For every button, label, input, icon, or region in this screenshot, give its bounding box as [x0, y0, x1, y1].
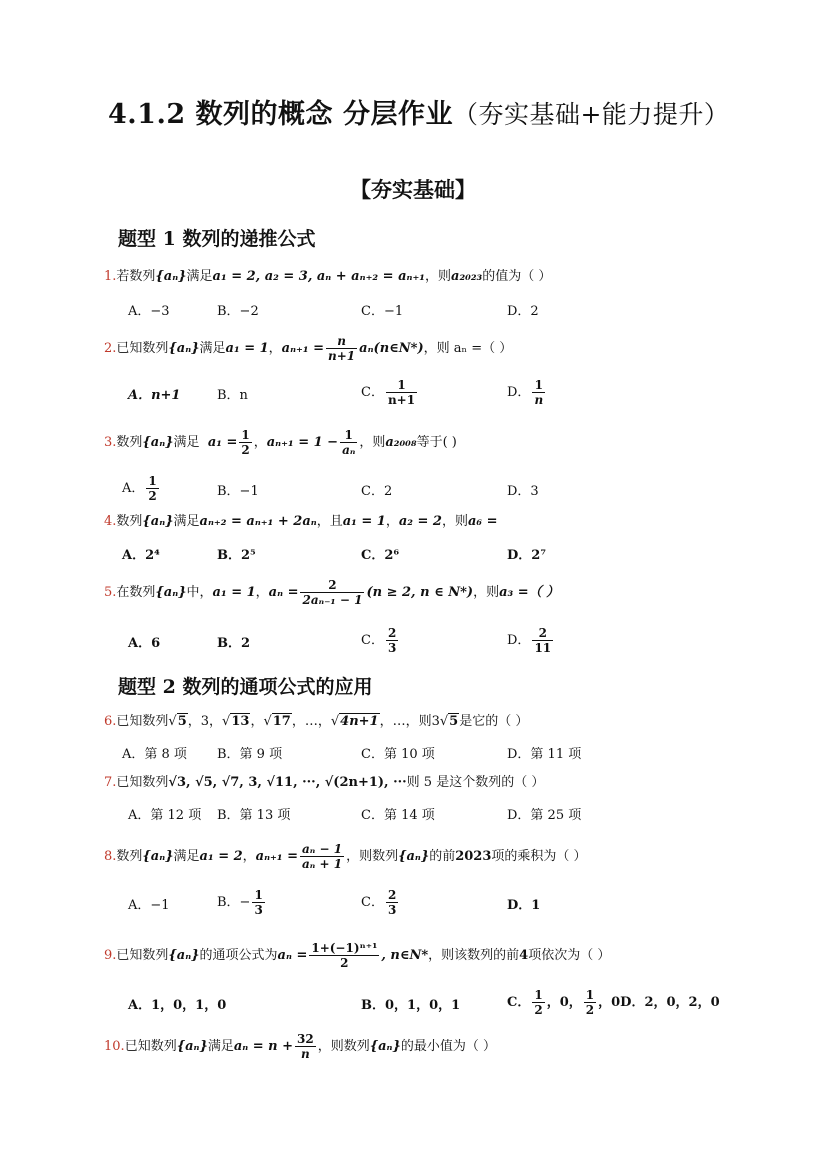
- question-1: [104, 267, 551, 287]
- text: 满足: [207, 1039, 234, 1054]
- option-b[interactable]: B．n: [217, 388, 248, 403]
- heading-type2: 题型 2 数列的通项公式的应用: [118, 676, 373, 698]
- math-term: a₂₀₀₈: [385, 435, 417, 450]
- fraction-denominator: aₙ: [342, 443, 356, 457]
- text: 的前: [429, 849, 456, 864]
- title-main: 4.1.2 数列的概念 分层作业: [108, 99, 453, 130]
- text: 已知数列: [116, 341, 169, 356]
- text: ，…，: [291, 714, 331, 729]
- options-q9: [0, 988, 826, 1018]
- fraction: [295, 1032, 316, 1061]
- fraction-numerator: aₙ − 1: [302, 842, 343, 856]
- fraction-denominator: 3: [387, 641, 397, 655]
- question-number: 4.: [104, 514, 117, 529]
- option-b[interactable]: B．−2: [217, 304, 259, 319]
- text: ，且: [316, 514, 343, 529]
- fraction-numerator: 1: [344, 428, 353, 442]
- sequence-symbol: {aₙ}: [168, 948, 200, 963]
- option-d[interactable]: D．第 25 项: [507, 808, 582, 823]
- option-d[interactable]: [507, 378, 547, 407]
- text: 数列: [116, 435, 143, 450]
- text: 数列: [116, 849, 143, 864]
- text: 若数列: [116, 269, 156, 284]
- option-c[interactable]: C．第 10 项: [361, 747, 435, 762]
- fraction-numerator: 2: [387, 626, 397, 640]
- math-equation: aₙ₊₁ = 1 −: [266, 435, 339, 450]
- fraction: [309, 941, 379, 970]
- option-a[interactable]: A．−3: [128, 304, 170, 319]
- fraction: [386, 626, 398, 655]
- fraction-denominator: 3: [387, 903, 397, 917]
- question-9: [104, 941, 610, 970]
- math-term: a₆ =: [468, 514, 498, 529]
- math-equation: aₙ₊₁ =: [255, 849, 299, 864]
- math-equation: a₁ =: [207, 435, 238, 450]
- option-d[interactable]: D．2: [507, 304, 539, 319]
- option-b[interactable]: B．2: [217, 636, 251, 651]
- title-subtitle: （夯实基础+能力提升）: [452, 100, 730, 129]
- option-a[interactable]: A．第 12 项: [128, 808, 202, 823]
- option-b[interactable]: B．−1: [217, 484, 259, 499]
- text: 已知数列: [116, 714, 169, 729]
- fraction-numerator: 1: [585, 988, 595, 1002]
- option-a[interactable]: A．2⁴: [122, 548, 160, 563]
- sequence-symbol: {aₙ}: [155, 585, 187, 600]
- math-equation: aₙ = n +: [233, 1039, 294, 1054]
- fraction-numerator: 1: [148, 474, 157, 488]
- sequence-symbol: {aₙ}: [369, 1039, 401, 1054]
- page-title: [108, 92, 729, 131]
- fraction: [386, 888, 398, 917]
- options-q2: [0, 378, 826, 408]
- option-a[interactable]: [122, 474, 161, 503]
- fraction: [146, 474, 158, 503]
- fraction-denominator: 2: [585, 1003, 595, 1017]
- text: 的最小值为（ ）: [400, 1039, 496, 1054]
- fraction-numerator: 1: [534, 988, 543, 1002]
- option-label: C．: [361, 895, 384, 910]
- question-2: 2.已知数列{aₙ}满足a₁ = 1，aₙ₊₁ = $\frac{n}{n+1}$ aₙ(n∈N*)，则 aₙ =（ ）: [104, 334, 513, 363]
- radicand: 13: [231, 714, 250, 729]
- text: 已知数列: [116, 948, 169, 963]
- sequence-symbol: {aₙ}: [155, 269, 187, 284]
- fraction-denominator: 3: [254, 903, 263, 917]
- fraction: [532, 378, 545, 407]
- math-term: a₃ =（ ）: [499, 585, 560, 600]
- question-7: [104, 773, 544, 793]
- text: 满足: [173, 849, 200, 864]
- fraction-numerator: n: [337, 334, 346, 348]
- fraction-numerator: 1: [241, 428, 250, 442]
- option-b[interactable]: B．第 13 项: [217, 808, 291, 823]
- sequence-symbol: {aₙ}: [398, 849, 430, 864]
- question-number: 1.: [104, 269, 117, 284]
- fraction-numerator: 1: [254, 888, 263, 902]
- question-8: 8.数列{aₙ}满足a₁ = 2，aₙ₊₁ = $\frac{\text{aₙ − 1}}{\text{aₙ + 1}}$ ，则数列{aₙ}的前2023项的乘积为（ ）: [104, 842, 587, 871]
- fraction-numerator: 2: [328, 578, 337, 592]
- options-q5: [0, 626, 826, 656]
- option-d[interactable]: D．2⁷: [507, 548, 547, 563]
- fraction: [386, 378, 417, 407]
- math-equation: a₁ = 1: [225, 341, 269, 356]
- option-c[interactable]: [507, 988, 720, 1017]
- fraction: [300, 578, 364, 607]
- option-label: B．−: [217, 895, 251, 910]
- fraction-denominator: 2aₙ₋₁ − 1: [302, 593, 363, 607]
- text: 中，: [186, 585, 213, 600]
- math-condition: , n∈N*: [381, 948, 429, 963]
- option-b[interactable]: B．第 9 项: [217, 747, 283, 762]
- text: ，0，: [546, 995, 582, 1010]
- sequence-symbol: {aₙ}: [142, 849, 174, 864]
- option-a[interactable]: A．n+1: [128, 388, 181, 403]
- options-q7: [0, 804, 826, 834]
- text: ，则: [441, 514, 468, 529]
- fraction: [300, 842, 344, 871]
- text: 项依次为（ ）: [528, 948, 611, 963]
- question-number: 9.: [104, 948, 117, 963]
- fraction-denominator: 2: [241, 443, 250, 457]
- options-q1: [0, 300, 826, 330]
- math-equation: a₁ = 1: [212, 585, 256, 600]
- math-term: 2023: [455, 849, 492, 864]
- sequence-symbol: {aₙ}: [142, 514, 174, 529]
- question-10: [104, 1032, 496, 1061]
- sequence-symbol: {aₙ}: [176, 1039, 208, 1054]
- fraction-denominator: n: [534, 393, 544, 407]
- question-3: 3.数列{aₙ}满足 a₁ = $\frac{1}{2}$ ，aₙ₊₁ = 1 − $\frac{1}{\text{aₙ}}$ ，则a₂₀₀₈等于( ): [104, 428, 457, 457]
- text: ，则: [359, 435, 386, 450]
- text: 等于( ): [416, 435, 457, 450]
- question-6: 6.已知数列√5，3，√13，√17，…，√4n+1，…，则3√5是它的（ ）: [104, 714, 529, 729]
- option-c[interactable]: [361, 626, 400, 655]
- fraction: [252, 888, 264, 917]
- fraction-numerator: 2: [387, 888, 397, 902]
- radicand: 4n+1: [340, 714, 379, 729]
- text: ，则数列: [317, 1039, 370, 1054]
- option-d[interactable]: D．第 11 项: [507, 747, 582, 762]
- text: 已知数列: [116, 775, 169, 790]
- text: 数列: [116, 514, 143, 529]
- math-equation: aₙ =: [268, 585, 299, 600]
- math-equation: aₙ =: [277, 948, 308, 963]
- question-4: 4.数列{aₙ}满足aₙ₊₂ = aₙ₊₁ + 2aₙ，且a₁ = 1，a₂ = 2，则a₆ =: [104, 514, 498, 529]
- fraction-denominator: 2: [309, 955, 379, 970]
- sequence-symbol: {aₙ}: [142, 435, 174, 450]
- section-title: 【夯实基础】: [350, 177, 476, 202]
- question-5: 5.在数列{aₙ}中，a₁ = 1，aₙ = $\frac{2}{\text{2aₙ₋₁ − 1}}$ (n ≥ 2, n ∈ N*)，则a₃ =（ ）: [104, 578, 560, 607]
- text: 满足: [173, 514, 200, 529]
- math-equation: a₁ = 2, a₂ = 3, aₙ + aₙ₊₂ = aₙ₊₁: [212, 269, 425, 284]
- fraction: [584, 988, 596, 1017]
- heading-type1: 题型 1 数列的递推公式: [118, 228, 316, 250]
- math-sequence: √3, √5, √7, 3, √11, ···, √(2n+1), ···: [168, 775, 407, 790]
- option-d[interactable]: [507, 626, 555, 655]
- option-c[interactable]: C．2⁶: [361, 548, 400, 563]
- math-equation: a₁ = 1: [342, 514, 386, 529]
- radicand: 5: [449, 714, 459, 729]
- option-label: D．: [507, 633, 531, 648]
- fraction-numerator: 32: [297, 1032, 314, 1046]
- text: ，则 aₙ =（ ）: [423, 341, 513, 356]
- text: 项的乘积为（ ）: [491, 849, 587, 864]
- fraction: [239, 428, 251, 457]
- text: 的通项公式为: [199, 948, 278, 963]
- option-d[interactable]: D．2，0，2，0: [620, 995, 720, 1010]
- text: 已知数列: [124, 1039, 177, 1054]
- options-q6: [0, 743, 826, 773]
- math-equation: aₙ(n∈N*): [359, 341, 424, 356]
- fraction-numerator: 1: [397, 378, 406, 392]
- options-q4: [0, 544, 826, 574]
- fraction-denominator: 11: [534, 641, 552, 655]
- fraction-denominator: n+1: [387, 393, 416, 407]
- option-b[interactable]: [217, 888, 267, 917]
- options-q3: [0, 474, 826, 504]
- math-condition: (n ≥ 2, n ∈ N*): [366, 585, 474, 600]
- question-number: 7.: [104, 775, 117, 790]
- option-label: A．: [122, 481, 145, 496]
- text: ，: [250, 714, 264, 729]
- text: 的值为（ ）: [482, 269, 552, 284]
- option-b[interactable]: B．2⁵: [217, 548, 256, 563]
- fraction-denominator: n+1: [328, 349, 356, 363]
- text: 满足: [173, 435, 200, 450]
- option-label: C．: [507, 995, 531, 1010]
- question-number: 5.: [104, 585, 117, 600]
- option-d[interactable]: D．1: [507, 898, 541, 913]
- question-number: 10.: [104, 1039, 125, 1054]
- math-equation: a₂ = 2: [398, 514, 442, 529]
- math-term: a₂₀₂₃: [451, 269, 483, 284]
- text: ，0: [598, 995, 621, 1010]
- fraction-denominator: n: [295, 1046, 316, 1061]
- option-a[interactable]: A．1，0，1，0: [128, 998, 227, 1013]
- math-equation: aₙ₊₁ =: [281, 341, 325, 356]
- fraction-denominator: 2: [148, 489, 157, 503]
- math-equation: aₙ₊₂ = aₙ₊₁ + 2aₙ: [199, 514, 317, 529]
- option-c[interactable]: C．−1: [361, 304, 404, 319]
- option-a[interactable]: A．6: [128, 636, 161, 651]
- question-number: 3.: [104, 435, 117, 450]
- text: ，则该数列的前: [428, 948, 520, 963]
- text: 是它的（ ）: [459, 714, 529, 729]
- fraction: [532, 626, 553, 655]
- option-c[interactable]: [361, 888, 400, 917]
- text: ，…，则3: [379, 714, 440, 729]
- text: ，则: [425, 269, 452, 284]
- option-c[interactable]: C．2: [361, 484, 393, 499]
- option-c[interactable]: [361, 378, 419, 407]
- question-number: 2.: [104, 341, 117, 356]
- option-b[interactable]: B．0，1，0，1: [361, 998, 461, 1013]
- option-a[interactable]: A．−1: [128, 898, 170, 913]
- fraction-numerator: 1: [534, 378, 543, 392]
- text: ，则: [473, 585, 500, 600]
- radicand: 5: [177, 714, 187, 729]
- fraction-denominator: 2: [534, 1003, 543, 1017]
- option-c[interactable]: C．第 14 项: [361, 808, 435, 823]
- fraction: [532, 988, 544, 1017]
- math-equation: a₁ = 2: [199, 849, 243, 864]
- fraction-numerator: 1+(−1)ⁿ⁺¹: [311, 941, 378, 955]
- question-number: 6.: [104, 714, 117, 729]
- fraction-denominator: aₙ + 1: [302, 857, 343, 871]
- text: 满足: [199, 341, 226, 356]
- text: 则 5 是这个数列的（ ）: [406, 775, 545, 790]
- text: ，则数列: [346, 849, 399, 864]
- options-q8: [0, 888, 826, 918]
- option-label: C．: [361, 385, 384, 400]
- option-a[interactable]: A．第 8 项: [122, 747, 187, 762]
- radicand: 17: [272, 714, 291, 729]
- fraction: [326, 334, 357, 363]
- text: ，3，: [187, 714, 223, 729]
- math-term: 4: [519, 948, 529, 963]
- text: 满足: [186, 269, 213, 284]
- text: 在数列: [116, 585, 156, 600]
- option-d[interactable]: D．3: [507, 484, 539, 499]
- option-label: C．: [361, 633, 384, 648]
- fraction-numerator: 2: [538, 626, 547, 640]
- option-label: D．: [507, 385, 531, 400]
- sequence-symbol: {aₙ}: [168, 341, 200, 356]
- fraction: [340, 428, 357, 457]
- question-number: 8.: [104, 849, 117, 864]
